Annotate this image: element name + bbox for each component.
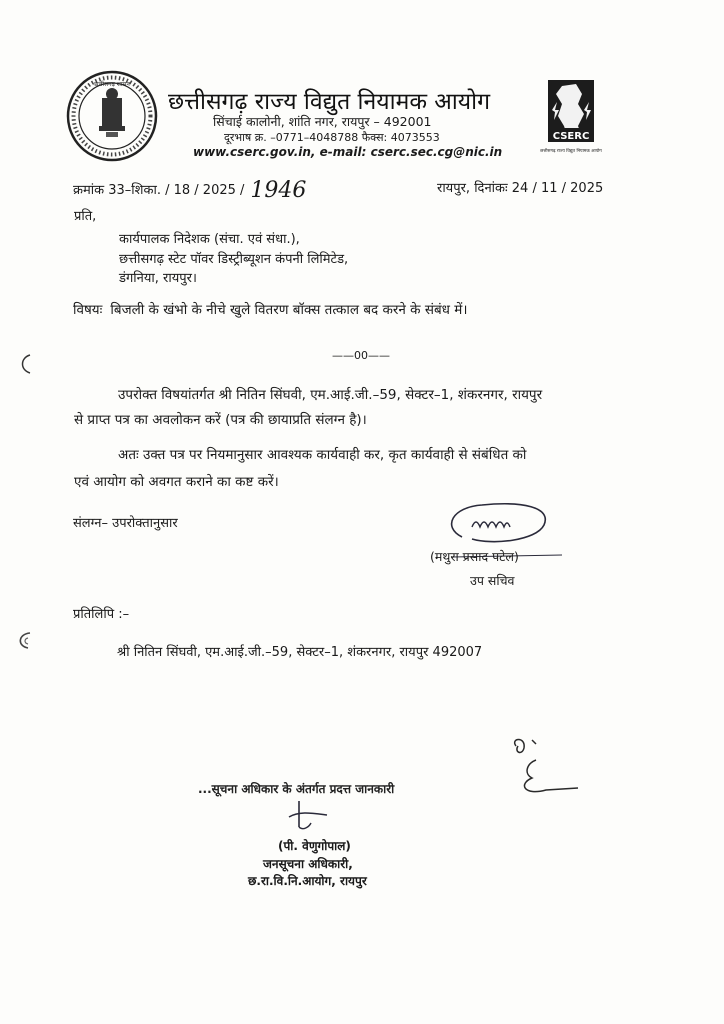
margin-mark-icon: [14, 630, 36, 652]
salutation-to: प्रति,: [74, 209, 97, 224]
copy-recipient: श्री नितिन सिंघवी, एम.आई.जी.–59, सेक्टर–1, शंकरनगर, रायपुर 492007: [117, 645, 483, 660]
paragraph-1-line-1: उपरोक्त विषयांतर्गत श्री नितिन सिंघवी, एम.आई.जी.–59, सेक्टर–1, शंकरनगर, रायपुर: [118, 387, 543, 403]
organization-name: छत्तीसगढ़ राज्य विद्युत नियामक आयोग: [168, 89, 491, 115]
subject-label: विषयः: [73, 302, 103, 318]
government-seal-icon: [66, 70, 158, 162]
copy-label: प्रतिलिपि :–: [73, 607, 130, 622]
recipient-line-2: छत्तीसगढ़ स्टेट पॉवर डिस्ट्रीब्यूशन कंपनी लिमिटेड,: [119, 252, 349, 267]
paragraph-2-line-1: अतः उक्त पत्र पर नियमानुसार आवश्यक कार्यवाही कर, कृत कार्यवाही से संबंधित को: [118, 447, 527, 463]
letter-date: रायपुर, दिनांकः 24 / 11 / 2025: [437, 181, 604, 196]
margin-mark-icon: [16, 352, 34, 376]
paragraph-2-line-2: एवं आयोग को अवगत कराने का कष्ट करें।: [74, 474, 279, 490]
paragraph-1-line-2: से प्राप्त पत्र का अवलोकन करें (पत्र की छायाप्रति संलग्न है)।: [74, 412, 367, 428]
recipient-line-1: कार्यपालक निदेशक (संचा. एवं संधा.),: [119, 232, 300, 247]
handwritten-initials-icon: [506, 734, 580, 800]
recipient-line-3: डंगनिया, रायपुर।: [119, 271, 197, 286]
subject-line: [73, 300, 467, 318]
reference-printed: क्रमांक 33–शिका. / 18 / 2025 /: [73, 183, 245, 198]
subject-text: बिजली के खंभो के नीचे खुले वितरण बॉक्स तत्काल बद करने के संबंध में।: [110, 302, 468, 318]
enclosure-note: संलग्न– उपरोक्तानुसार: [73, 516, 178, 531]
rti-officer-office: छ.रा.वि.नि.आयोग, रायपुर: [248, 874, 367, 888]
signatory-designation: उप सचिव: [470, 573, 515, 588]
logo-subtext: छत्तीसगढ़ राज्य विद्युत नियामक आयोग: [540, 149, 602, 154]
reference-number: [73, 178, 306, 203]
organization-address: सिंचाई कालोनी, शांति नगर, रायपुर – 492001: [213, 114, 432, 129]
seal-text: छत्तीसगढ़ शासन: [94, 81, 130, 88]
rti-officer-name: (पी. वेणुगोपाल): [278, 839, 351, 853]
stamp-signature-icon: [285, 797, 333, 835]
rti-officer-role: जनसूचना अधिकारी,: [263, 857, 353, 871]
signatory-name: (मथुरा प्रसाद पटेल): [430, 549, 519, 564]
separator: ——00——: [332, 349, 390, 362]
cserc-logo-icon: [540, 80, 602, 166]
logo-text: CSERC: [552, 131, 590, 142]
reference-handwritten: 1946: [250, 178, 307, 203]
rti-stamp-heading: ...सूचना अधिकार के अंतर्गत प्रदत्त जानकारी: [198, 782, 395, 796]
web-email: www.cserc.gov.in, e-mail: cserc.sec.cg@nic.in: [193, 145, 503, 159]
phone-fax: दूरभाष क्र. –0771–4048788 फैक्स: 4073553: [224, 131, 440, 144]
